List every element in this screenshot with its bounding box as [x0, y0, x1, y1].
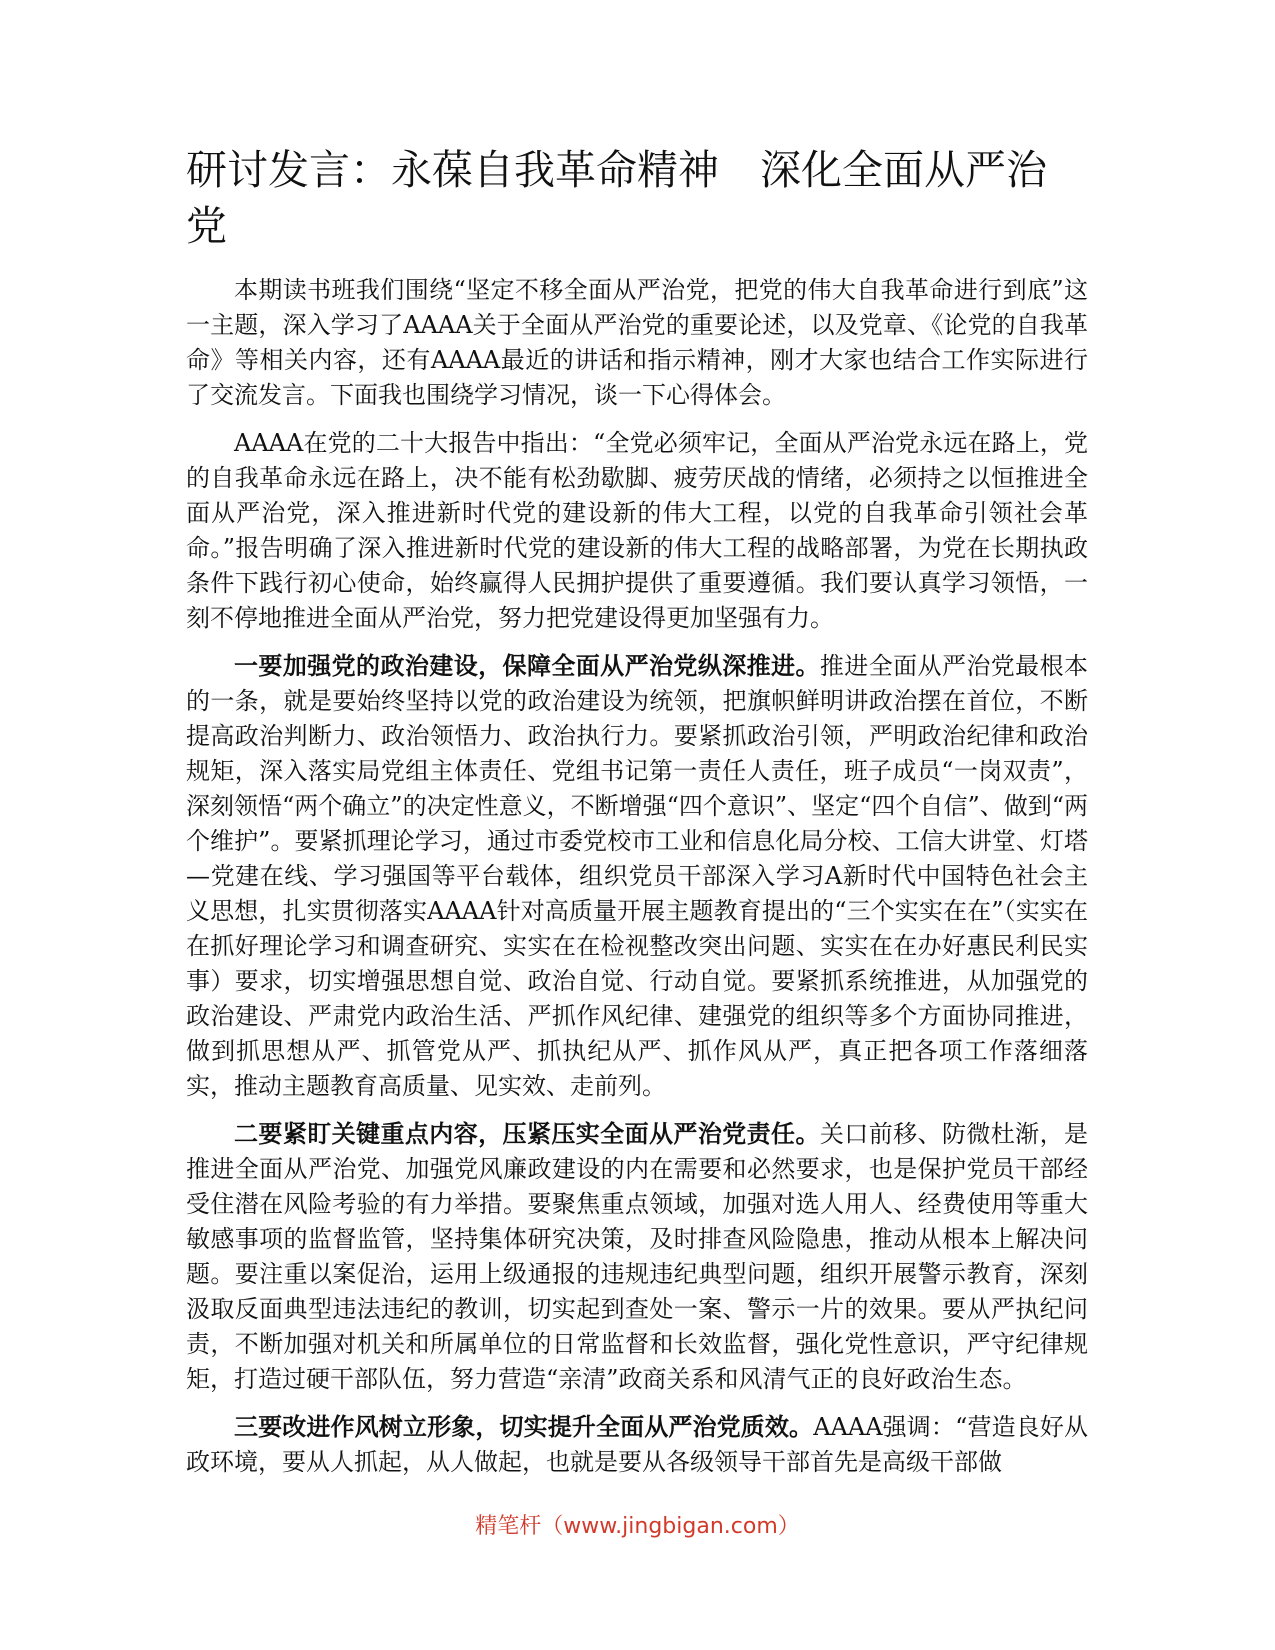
paragraph-text: AAAA强调：“营造良好从政环境，要从人抓起，从人做起，也就是要从各级领导干部首先是高级干部做: [186, 1413, 1088, 1476]
paragraph-lead: 一要加强党的政治建设，保障全面从严治党纵深推进。: [234, 651, 820, 680]
paragraph-report-quote: [186, 425, 1088, 636]
paragraph-point-two: [186, 1116, 1088, 1397]
paragraph-text: 推进全面从严治党最根本的一条，就是要始终坚持以党的政治建设为统领，把旗帜鲜明讲政治摆在首位，不断提高政治判断力、政治领悟力、政治执行力。要紧抓政治引领，严明政治纪律和政治规矩，深入落实局党组主体责任、党组书记第一责任人责任，班子成员“一岗双责”，深刻领悟“两个确立”的决定性意义，不断增强“四个意识”、坚定“四个自信”、做到“两个维护”。要紧抓理论学习，通过市委党校市工业和信息化局分校、工信大讲堂、灯塔—党建在线、学习强国等平台载体，组织党员干部深入学习A新时代中国特色社会主义思想，扎实贯彻落实AAAA针对高质量开展主题教育提出的“三个实实在在”（实实在在抓好理论学习和调查研究、实实在在检视整改突出问题、实实在在办好惠民利民实事）要求，切实增强思想自觉、政治自觉、行动自觉。要紧抓系统推进，从加强党的政治建设、严肃党内政治生活、严抓作风纪律、建强党的组织等多个方面协同推进，做到抓思想从严、抓管党从严、抓执纪从严、抓作风从严，真正把各项工作落细落实，推动主题教育高质量、见实效、走前列。: [186, 652, 1089, 1100]
document-body: [186, 272, 1088, 1492]
footer-watermark: 精笔杆（www.jingbigan.com）: [475, 1514, 800, 1539]
paragraph-text: AAAA在党的二十大报告中指出：“全党必须牢记，全面从严治党永远在路上，党的自我革命永远在路上，决不能有松劲歇脚、疲劳厌战的情绪，必须持之以恒推进全面从严治党，深入推进新时代党的建设新的伟大工程，以党的自我革命引领社会革命。”报告明确了深入推进新时代党的建设新的伟大工程的战略部署，为党在长期执政条件下践行初心使命，始终赢得人民拥护提供了重要遵循。我们要认真学习领悟，一刻不停地推进全面从严治党，努力把党建设得更加坚强有力。: [186, 429, 1088, 632]
paragraph-point-one: [186, 648, 1088, 1104]
paragraph-point-three: [186, 1409, 1088, 1480]
paragraph-lead: 二要紧盯关键重点内容，压紧压实全面从严治党责任。: [234, 1119, 820, 1148]
paragraph-text: 本期读书班我们围绕“坚定不移全面从严治党，把党的伟大自我革命进行到底”这一主题，深入学习了AAAA关于全面从严治党的重要论述，以及党章、《论党的自我革命》等相关内容，还有AAAA最近的讲话和指示精神，刚才大家也结合工作实际进行了交流发言。下面我也围绕学习情况，谈一下心得体会。: [186, 276, 1088, 409]
paragraph-lead: 三要改进作风树立形象，切实提升全面从严治党质效。: [234, 1412, 814, 1441]
paragraph-text: 关口前移、防微杜渐，是推进全面从严治党、加强党风廉政建设的内在需要和必然要求，也是保护党员干部经受住潜在风险考验的有力举措。要聚焦重点领域，加强对选人用人、经费使用等重大敏感事项的监督监管，坚持集体研究决策，及时排查风险隐患，推动从根本上解决问题。要注重以案促治，运用上级通报的违规违纪典型问题，组织开展警示教育，深刻汲取反面典型违法违纪的教训，切实起到查处一案、警示一片的效果。要从严执纪问责，不断加强对机关和所属单位的日常监督和长效监督，强化党性意识，严守纪律规矩，打造过硬干部队伍，努力营造“亲清”政商关系和风清气正的良好政治生态。: [186, 1120, 1089, 1393]
paragraph-intro: [186, 272, 1088, 413]
document-title: 研讨发言：永葆自我革命精神 深化全面从严治党: [186, 146, 1047, 250]
